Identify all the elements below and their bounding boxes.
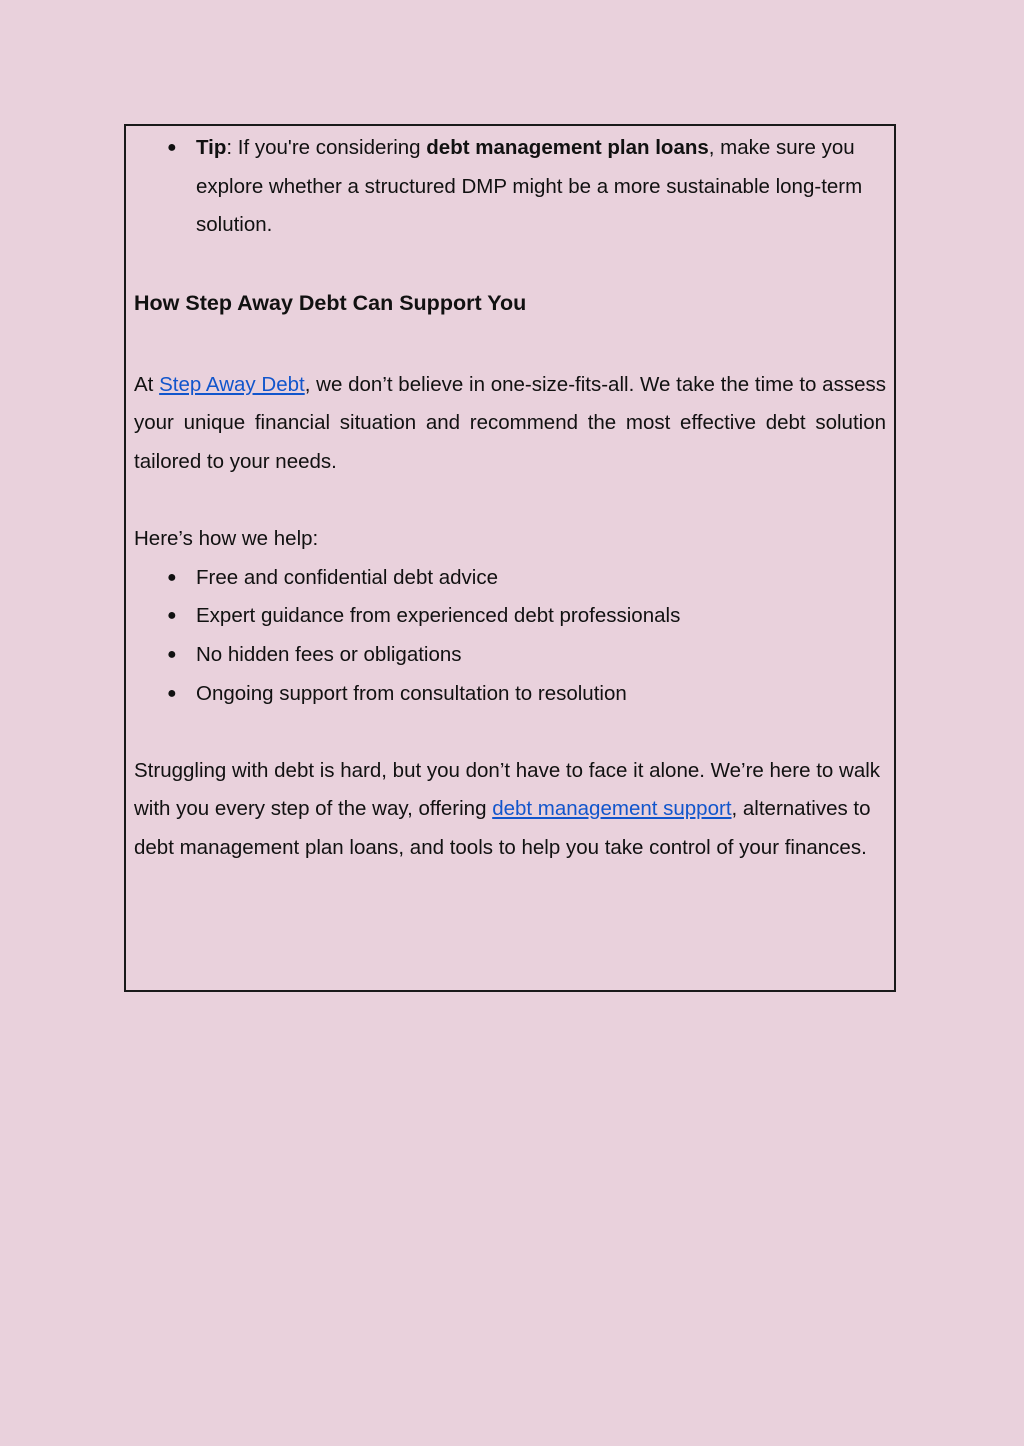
list-item-text: No hidden fees or obligations: [196, 642, 462, 666]
list-item: [134, 675, 886, 714]
list-item-text: Free and confidential debt advice: [196, 565, 499, 589]
intro-paragraph: [134, 366, 886, 482]
closing-text-start: Struggling with debt is hard, but you don’t have to face it alone. We’re here to walk with you every step of the way, offering: [134, 758, 881, 821]
bullet-icon: ●: [167, 645, 177, 663]
tip-label: Tip: [196, 136, 227, 159]
tip-text-end: , make sure you explore whether a structured DMP might be a more sustainable long-term solution.: [196, 136, 863, 237]
section-heading: How Step Away Debt Can Support You: [134, 290, 527, 315]
help-intro: Here’s how we help:: [134, 527, 319, 551]
list-item: [134, 636, 886, 675]
bullet-icon: ●: [167, 684, 177, 702]
closing-paragraph: [134, 752, 886, 868]
tip-list: [134, 126, 886, 245]
tip-bold-term: debt management plan loans: [426, 136, 709, 159]
closing-text-end: , alternatives to debt management plan loans, and tools to help you take control of your finances.: [134, 797, 871, 859]
document-body: [134, 126, 886, 868]
step-away-debt-link[interactable]: Step Away Debt: [159, 372, 305, 396]
intro-prefix: At: [134, 372, 160, 396]
help-list: [134, 559, 886, 713]
debt-management-support-link[interactable]: debt management support: [492, 797, 732, 821]
bullet-icon: ●: [167, 607, 177, 625]
intro-suffix: , we don’t believe in one-size-fits-all. We take the time to assess your unique financial situation and recommend the most effective debt solution tailored to your needs.: [134, 372, 886, 473]
tip-text-start: : If you're considering: [226, 136, 427, 159]
tip-item: [134, 129, 886, 245]
content-frame: [124, 124, 896, 992]
list-item: [134, 559, 886, 598]
list-item-text: Ongoing support from consultation to resolution: [196, 681, 627, 705]
bullet-icon: ●: [167, 568, 177, 586]
bullet-icon: ●: [167, 139, 177, 156]
list-item-text: Expert guidance from experienced debt professionals: [196, 604, 681, 628]
list-item: [134, 597, 886, 636]
